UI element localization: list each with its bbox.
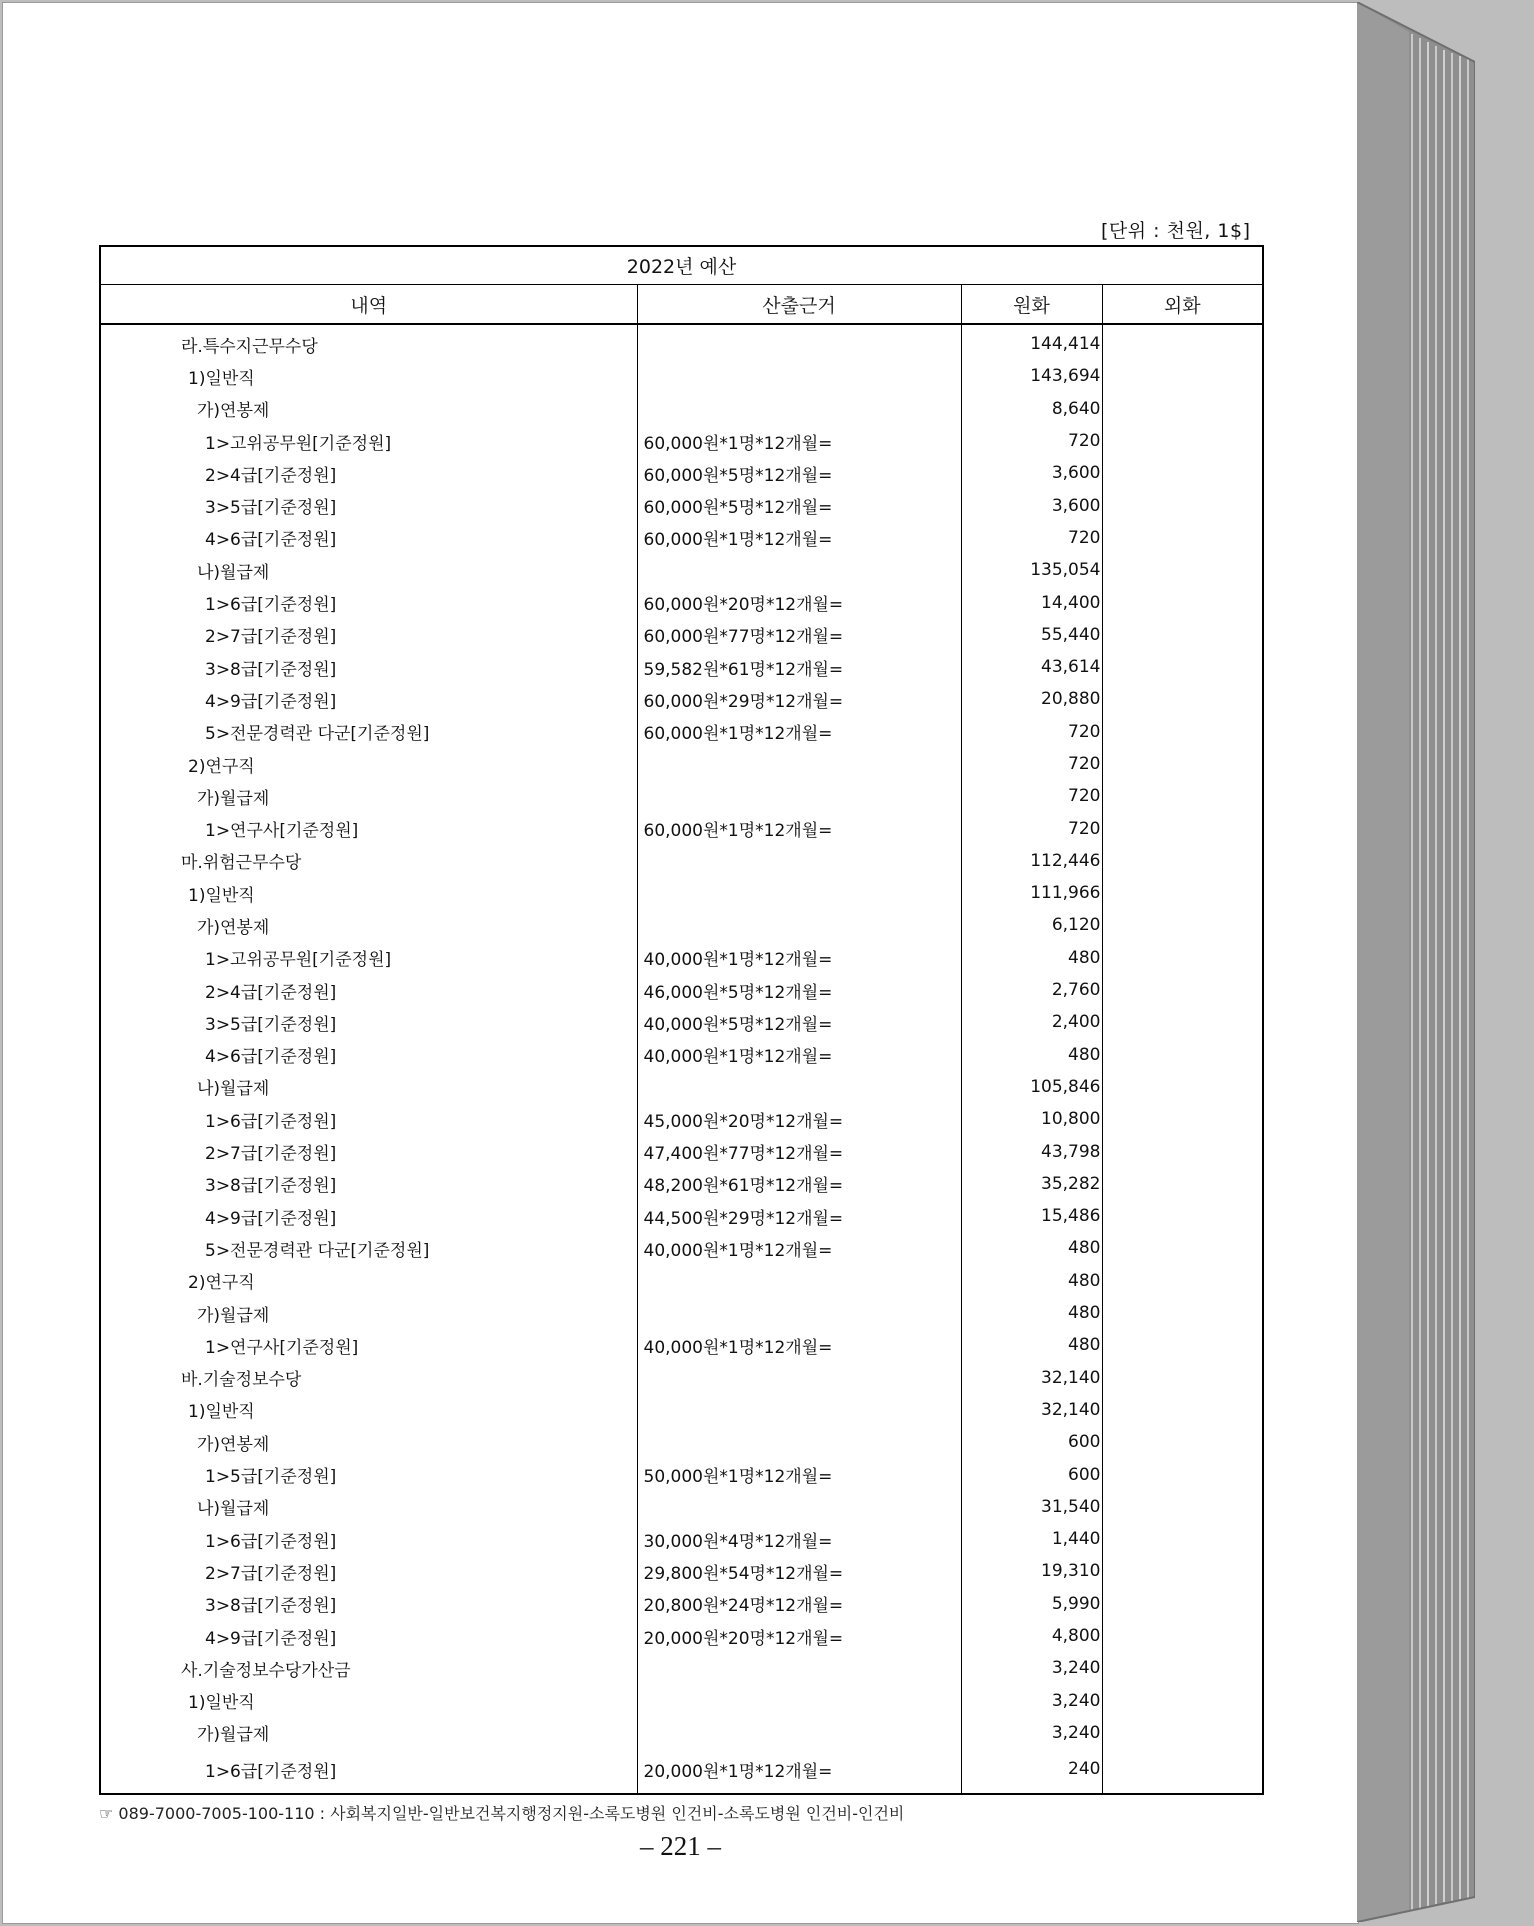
cell-basis xyxy=(637,877,961,909)
cell-krw: 135,054 xyxy=(961,554,1102,586)
table-row xyxy=(100,716,1263,748)
cell-foreign xyxy=(1102,1491,1263,1523)
cell-basis xyxy=(637,1297,961,1329)
cell-foreign xyxy=(1102,1588,1263,1620)
cell-foreign xyxy=(1102,1749,1263,1794)
cell-item: 1)일반직 xyxy=(100,1684,637,1716)
cell-basis xyxy=(637,1426,961,1458)
cell-krw: 480 xyxy=(961,1265,1102,1297)
cell-basis xyxy=(637,1491,961,1523)
cell-krw: 43,614 xyxy=(961,651,1102,683)
cell-basis: 46,000원*5명*12개월= xyxy=(637,974,961,1006)
cell-foreign xyxy=(1102,812,1263,844)
cell-basis: 20,800원*24명*12개월= xyxy=(637,1588,961,1620)
cell-foreign xyxy=(1102,489,1263,521)
cell-basis xyxy=(637,1684,961,1716)
cell-foreign xyxy=(1102,619,1263,651)
cell-basis: 47,400원*77명*12개월= xyxy=(637,1135,961,1167)
cell-basis: 60,000원*77명*12개월= xyxy=(637,619,961,651)
cell-item: 3>8급[기준정원] xyxy=(100,651,637,683)
table-row xyxy=(100,554,1263,586)
table-body xyxy=(100,324,1263,1794)
cell-krw: 1,440 xyxy=(961,1523,1102,1555)
cell-foreign xyxy=(1102,1394,1263,1426)
cell-foreign xyxy=(1102,1620,1263,1652)
cell-krw: 55,440 xyxy=(961,619,1102,651)
cell-foreign xyxy=(1102,393,1263,425)
table-row xyxy=(100,1620,1263,1652)
cell-krw: 480 xyxy=(961,1329,1102,1361)
col-header-basis: 산출근거 xyxy=(637,285,961,325)
table-row xyxy=(100,651,1263,683)
cell-item: 1>6급[기준정원] xyxy=(100,1523,637,1555)
cell-item: 2>7급[기준정원] xyxy=(100,1135,637,1167)
cell-basis: 60,000원*1명*12개월= xyxy=(637,522,961,554)
table-row xyxy=(100,619,1263,651)
budget-table xyxy=(99,245,1264,1795)
cell-basis xyxy=(637,1071,961,1103)
cell-basis xyxy=(637,1362,961,1394)
cell-krw: 35,282 xyxy=(961,1168,1102,1200)
table-row xyxy=(100,877,1263,909)
cell-basis xyxy=(637,845,961,877)
cell-foreign xyxy=(1102,1652,1263,1684)
cell-item: 3>5급[기준정원] xyxy=(100,1006,637,1038)
cell-krw: 43,798 xyxy=(961,1135,1102,1167)
table-row xyxy=(100,974,1263,1006)
cell-item: 가)연봉제 xyxy=(100,393,637,425)
table-row xyxy=(100,845,1263,877)
cell-krw: 20,880 xyxy=(961,683,1102,715)
cell-krw: 600 xyxy=(961,1426,1102,1458)
cell-krw: 3,600 xyxy=(961,489,1102,521)
cell-foreign xyxy=(1102,522,1263,554)
table-row xyxy=(100,1297,1263,1329)
table-row xyxy=(100,522,1263,554)
table-row xyxy=(100,1200,1263,1232)
table-row xyxy=(100,1717,1263,1749)
table-row xyxy=(100,360,1263,392)
cell-item: 2>7급[기준정원] xyxy=(100,619,637,651)
cell-item: 1)일반직 xyxy=(100,360,637,392)
cell-foreign xyxy=(1102,1039,1263,1071)
col-header-krw: 원화 xyxy=(961,285,1102,325)
cell-item: 1>연구사[기준정원] xyxy=(100,812,637,844)
cell-foreign xyxy=(1102,1135,1263,1167)
cell-basis: 30,000원*4명*12개월= xyxy=(637,1523,961,1555)
cell-krw: 480 xyxy=(961,1039,1102,1071)
cell-foreign xyxy=(1102,324,1263,360)
cell-krw: 15,486 xyxy=(961,1200,1102,1232)
cell-item: 2)연구직 xyxy=(100,1265,637,1297)
cell-item: 2>4급[기준정원] xyxy=(100,974,637,1006)
cell-item: 1)일반직 xyxy=(100,1394,637,1426)
table-row xyxy=(100,1426,1263,1458)
page-number: – 221 – xyxy=(640,1831,721,1861)
cell-item: 1>5급[기준정원] xyxy=(100,1458,637,1490)
table-row xyxy=(100,425,1263,457)
cell-basis xyxy=(637,324,961,360)
table-row xyxy=(100,1103,1263,1135)
cell-foreign xyxy=(1102,1071,1263,1103)
cell-item: 가)월급제 xyxy=(100,1297,637,1329)
cell-basis xyxy=(637,1265,961,1297)
table-row xyxy=(100,457,1263,489)
cell-item: 1>고위공무원[기준정원] xyxy=(100,425,637,457)
cell-basis xyxy=(637,780,961,812)
table-row xyxy=(100,1135,1263,1167)
cell-foreign xyxy=(1102,780,1263,812)
table-row xyxy=(100,1071,1263,1103)
cell-krw: 720 xyxy=(961,522,1102,554)
cell-item: 1>6급[기준정원] xyxy=(100,1103,637,1135)
cell-item: 4>9급[기준정원] xyxy=(100,1200,637,1232)
cell-basis xyxy=(637,1717,961,1749)
table-row xyxy=(100,1555,1263,1587)
cell-krw: 4,800 xyxy=(961,1620,1102,1652)
cell-item: 나)월급제 xyxy=(100,1491,637,1523)
cell-foreign xyxy=(1102,909,1263,941)
cell-basis: 60,000원*1명*12개월= xyxy=(637,425,961,457)
cell-basis: 60,000원*29명*12개월= xyxy=(637,683,961,715)
cell-krw: 3,240 xyxy=(961,1717,1102,1749)
table-row xyxy=(100,748,1263,780)
cell-foreign xyxy=(1102,877,1263,909)
table-row xyxy=(100,1232,1263,1264)
cell-basis: 20,000원*20명*12개월= xyxy=(637,1620,961,1652)
table-row xyxy=(100,1684,1263,1716)
cell-basis: 40,000원*1명*12개월= xyxy=(637,1232,961,1264)
cell-krw: 105,846 xyxy=(961,1071,1102,1103)
table-row xyxy=(100,1491,1263,1523)
table-row xyxy=(100,489,1263,521)
cell-krw: 143,694 xyxy=(961,360,1102,392)
cell-item: 1)일반직 xyxy=(100,877,637,909)
cell-foreign xyxy=(1102,942,1263,974)
cell-item: 3>8급[기준정원] xyxy=(100,1588,637,1620)
cell-item: 마.위험근무수당 xyxy=(100,845,637,877)
cell-item: 3>8급[기준정원] xyxy=(100,1168,637,1200)
cell-basis xyxy=(637,1652,961,1684)
cell-item: 나)월급제 xyxy=(100,1071,637,1103)
cell-foreign xyxy=(1102,1426,1263,1458)
col-header-foreign: 외화 xyxy=(1102,285,1263,325)
cell-foreign xyxy=(1102,360,1263,392)
table-row xyxy=(100,1006,1263,1038)
cell-krw: 31,540 xyxy=(961,1491,1102,1523)
table-row xyxy=(100,393,1263,425)
cell-item: 1>6급[기준정원] xyxy=(100,586,637,618)
cell-foreign xyxy=(1102,1684,1263,1716)
table-row xyxy=(100,1749,1263,1794)
cell-basis: 40,000원*1명*12개월= xyxy=(637,1329,961,1361)
table-row xyxy=(100,1652,1263,1684)
cell-foreign xyxy=(1102,1103,1263,1135)
cell-krw: 8,640 xyxy=(961,393,1102,425)
table-row xyxy=(100,942,1263,974)
cell-item: 바.기술정보수당 xyxy=(100,1362,637,1394)
cell-item: 2>7급[기준정원] xyxy=(100,1555,637,1587)
cell-basis xyxy=(637,360,961,392)
cell-krw: 14,400 xyxy=(961,586,1102,618)
table-row xyxy=(100,1458,1263,1490)
cell-item: 2>4급[기준정원] xyxy=(100,457,637,489)
table-row xyxy=(100,1362,1263,1394)
table-row xyxy=(100,780,1263,812)
cell-foreign xyxy=(1102,845,1263,877)
cell-foreign xyxy=(1102,1232,1263,1264)
cell-basis xyxy=(637,393,961,425)
cell-basis: 60,000원*1명*12개월= xyxy=(637,812,961,844)
cell-foreign xyxy=(1102,1458,1263,1490)
cell-foreign xyxy=(1102,1297,1263,1329)
cell-krw: 480 xyxy=(961,1232,1102,1264)
cell-basis: 29,800원*54명*12개월= xyxy=(637,1555,961,1587)
cell-basis xyxy=(637,748,961,780)
cell-basis: 40,000원*1명*12개월= xyxy=(637,1039,961,1071)
cell-krw: 32,140 xyxy=(961,1362,1102,1394)
cell-basis: 44,500원*29명*12개월= xyxy=(637,1200,961,1232)
cell-krw: 10,800 xyxy=(961,1103,1102,1135)
cell-item: 1>6급[기준정원] xyxy=(100,1749,637,1794)
cell-foreign xyxy=(1102,1362,1263,1394)
table-row xyxy=(100,1394,1263,1426)
cell-item: 가)월급제 xyxy=(100,1717,637,1749)
cell-foreign xyxy=(1102,425,1263,457)
cell-krw: 720 xyxy=(961,812,1102,844)
table-title: 2022년 예산 xyxy=(100,246,1263,285)
cell-krw: 720 xyxy=(961,716,1102,748)
cell-krw: 480 xyxy=(961,1297,1102,1329)
table-row xyxy=(100,683,1263,715)
cell-krw: 600 xyxy=(961,1458,1102,1490)
cell-krw: 32,140 xyxy=(961,1394,1102,1426)
cell-item: 4>6급[기준정원] xyxy=(100,522,637,554)
cell-basis xyxy=(637,1394,961,1426)
document-page xyxy=(2,2,1359,1924)
cell-item: 2)연구직 xyxy=(100,748,637,780)
cell-krw: 3,240 xyxy=(961,1684,1102,1716)
cell-krw: 720 xyxy=(961,780,1102,812)
cell-foreign xyxy=(1102,1555,1263,1587)
col-header-item: 내역 xyxy=(100,285,637,325)
cell-foreign xyxy=(1102,683,1263,715)
cell-krw: 2,760 xyxy=(961,974,1102,1006)
cell-item: 5>전문경력관 다군[기준정원] xyxy=(100,1232,637,1264)
table-row xyxy=(100,324,1263,360)
cell-foreign xyxy=(1102,1265,1263,1297)
cell-item: 가)연봉제 xyxy=(100,1426,637,1458)
cell-krw: 2,400 xyxy=(961,1006,1102,1038)
cell-foreign xyxy=(1102,1717,1263,1749)
cell-item: 4>9급[기준정원] xyxy=(100,1620,637,1652)
cell-krw: 112,446 xyxy=(961,845,1102,877)
cell-basis xyxy=(637,909,961,941)
cell-foreign xyxy=(1102,1006,1263,1038)
cell-basis: 60,000원*1명*12개월= xyxy=(637,716,961,748)
cell-item: 4>6급[기준정원] xyxy=(100,1039,637,1071)
cell-foreign xyxy=(1102,716,1263,748)
cell-basis: 50,000원*1명*12개월= xyxy=(637,1458,961,1490)
cell-basis: 20,000원*1명*12개월= xyxy=(637,1749,961,1794)
cell-krw: 720 xyxy=(961,748,1102,780)
cell-krw: 5,990 xyxy=(961,1588,1102,1620)
cell-item: 5>전문경력관 다군[기준정원] xyxy=(100,716,637,748)
cell-krw: 19,310 xyxy=(961,1555,1102,1587)
cell-basis: 40,000원*1명*12개월= xyxy=(637,942,961,974)
cell-krw: 111,966 xyxy=(961,877,1102,909)
cell-basis: 60,000원*5명*12개월= xyxy=(637,489,961,521)
cell-item: 3>5급[기준정원] xyxy=(100,489,637,521)
cell-krw: 480 xyxy=(961,942,1102,974)
cell-basis: 45,000원*20명*12개월= xyxy=(637,1103,961,1135)
cell-foreign xyxy=(1102,586,1263,618)
table-row xyxy=(100,812,1263,844)
cell-foreign xyxy=(1102,1329,1263,1361)
cell-foreign xyxy=(1102,457,1263,489)
table-row xyxy=(100,1329,1263,1361)
cell-krw: 3,240 xyxy=(961,1652,1102,1684)
book-page-edges xyxy=(1357,2,1475,1922)
cell-item: 가)월급제 xyxy=(100,780,637,812)
cell-basis: 40,000원*5명*12개월= xyxy=(637,1006,961,1038)
table-row xyxy=(100,1168,1263,1200)
cell-foreign xyxy=(1102,1200,1263,1232)
cell-basis xyxy=(637,554,961,586)
cell-item: 나)월급제 xyxy=(100,554,637,586)
table-row xyxy=(100,1523,1263,1555)
cell-krw: 144,414 xyxy=(961,324,1102,360)
cell-basis: 60,000원*5명*12개월= xyxy=(637,457,961,489)
cell-foreign xyxy=(1102,651,1263,683)
cell-basis: 48,200원*61명*12개월= xyxy=(637,1168,961,1200)
cell-item: 가)연봉제 xyxy=(100,909,637,941)
table-row xyxy=(100,1039,1263,1071)
table-row xyxy=(100,909,1263,941)
cell-krw: 6,120 xyxy=(961,909,1102,941)
cell-krw: 720 xyxy=(961,425,1102,457)
cell-item: 1>고위공무원[기준정원] xyxy=(100,942,637,974)
cell-foreign xyxy=(1102,1523,1263,1555)
table-row xyxy=(100,586,1263,618)
cell-basis: 59,582원*61명*12개월= xyxy=(637,651,961,683)
cell-item: 4>9급[기준정원] xyxy=(100,683,637,715)
table-row xyxy=(100,1588,1263,1620)
cell-foreign xyxy=(1102,748,1263,780)
cell-foreign xyxy=(1102,974,1263,1006)
cell-krw: 240 xyxy=(961,1749,1102,1794)
cell-krw: 3,600 xyxy=(961,457,1102,489)
cell-foreign xyxy=(1102,554,1263,586)
cell-basis: 60,000원*20명*12개월= xyxy=(637,586,961,618)
account-code-footnote: ☞ 089-7000-7005-100-110 : 사회복지일반-일반보건복지행정지원-소록도병원 인건비-소록도병원 인건비-인건비 xyxy=(99,1804,905,1823)
unit-label: [단위 : 천원, 1$] xyxy=(1101,220,1251,242)
cell-item: 사.기술정보수당가산금 xyxy=(100,1652,637,1684)
cell-item: 1>연구사[기준정원] xyxy=(100,1329,637,1361)
table-row xyxy=(100,1265,1263,1297)
cell-item: 라.특수지근무수당 xyxy=(100,324,637,360)
cell-foreign xyxy=(1102,1168,1263,1200)
